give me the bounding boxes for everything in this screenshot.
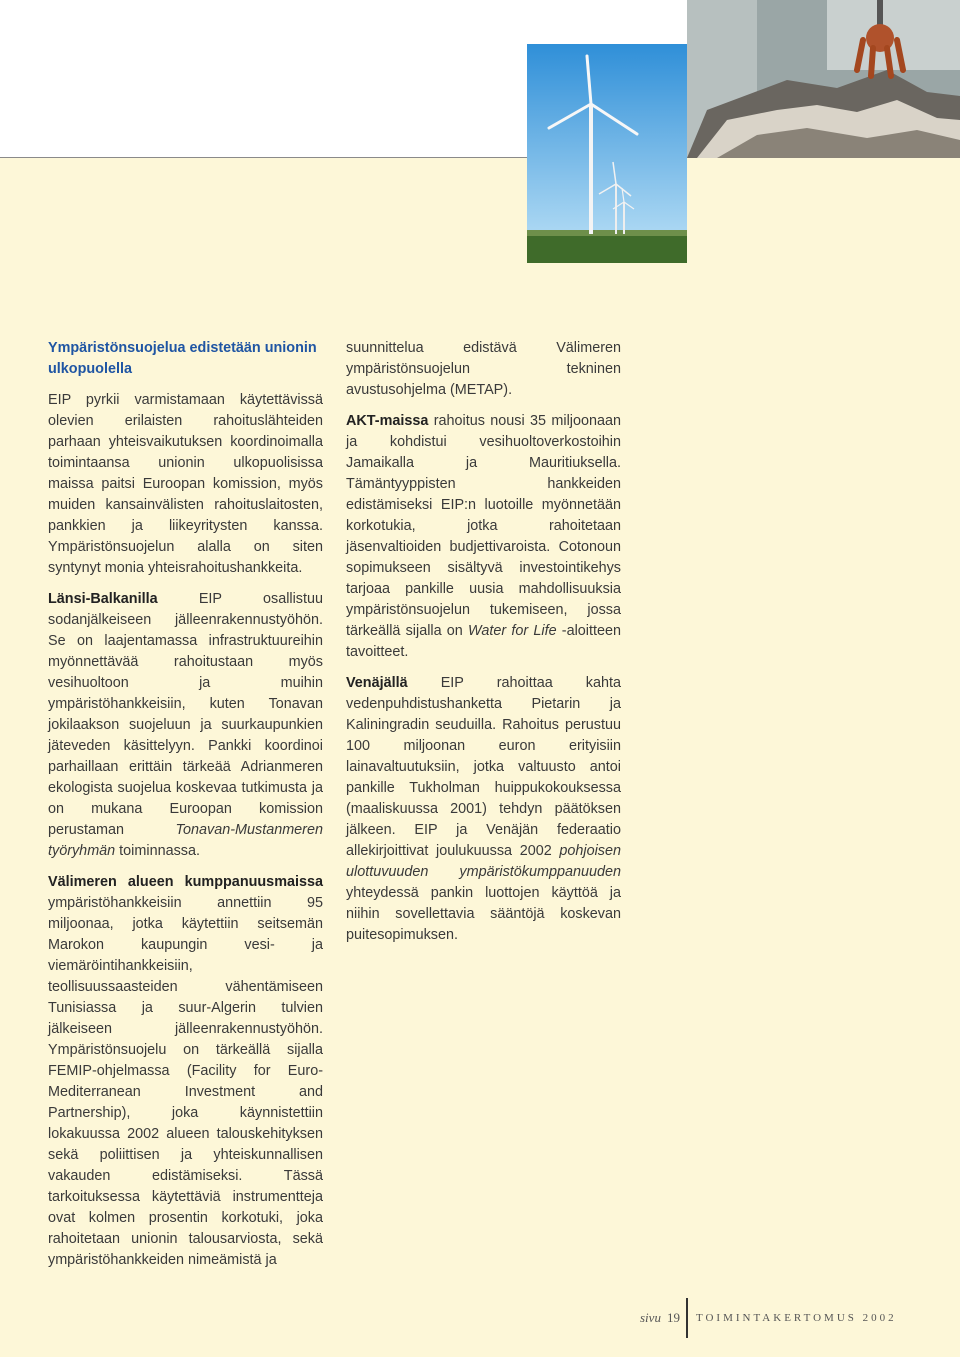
page-footer <box>640 1298 897 1338</box>
footer-page-word: sivu <box>640 1310 661 1325</box>
paragraph-intro: EIP pyrkii varmistamaan käytettävissä olevien erilaisten rahoituslähteiden parhaan yhteisvaikutuksen koordinoimalla toimintaansa unionin ulkopuolisissa maissa paitsi Euroopan komission, myös muiden kansainvälisten rahoituslaitosten, pankkien ja liikeyritysten kanssa. Ympäristönsuojelun alalla on siten syntynyt monia yhteisrahoitushankkeita. <box>48 392 323 576</box>
paragraph-acp: AKT-maissa rahoitus nousi 35 miljoonaan ja kohdistui vesihuoltoverkostoihin Jamaikalla ja Mauritiuksella. Tämäntyyppisten hankkeiden edistämiseksi EIP:n luotoille myönnetään korkotukia, jotka rahoitetaan jäsenvaltioiden budjettivaroista. Cotonoun sopimukseen sisältyvä investointikehys tarjoaa pankille uusia mahdollisuuksia ympäristönsuojelun tukemiseen, jossa tärkeällä sijalla on Water for Life -aloitteen tavoitteet. <box>346 413 621 660</box>
keyword-acp: AKT-maissa <box>346 413 429 429</box>
paragraph-russia: Venäjällä EIP rahoittaa kahta vedenpuhdistushanketta Pietarin ja Kaliningradin seuduilla. Rahoitus perustuu 100 miljoonan euron erityisiin lainavaltuutuksiin, jotka valtuusto antoi pankille Tukholman huippukokouksessa (maaliskuussa 2001) tehdyn päätöksen jälkeen. EIP ja Venäjän federaatio allekirjoittivat joulukuussa 2002 pohjoisen ulottuvuuden ympäristökumppanuuden yhteydessä pankin luottojen käyttöä ja niihin sovellettavia sääntöjä koskevan puitesopimuksen. <box>346 675 621 943</box>
keyword-russia: Venäjällä <box>346 675 408 691</box>
section-heading: Ympäristönsuojelua edistetään unionin ulkopuolella <box>48 340 317 377</box>
left-column <box>48 338 323 1281</box>
paragraph-metap: suunnittelua edistävä Välimeren ympäristönsuojelun tekninen avustusohjelma (METAP). <box>346 340 621 398</box>
right-column <box>346 338 621 956</box>
page-number: 19 <box>666 1310 680 1325</box>
paragraph-western-balkans: Länsi-Balkanilla EIP osallistuu sodanjälkeiseen jälleenrakennustyöhön. Se on laajentamassa infrastruktuureihin myönnettävää rahoitustaan myös vesihuoltoon ja muihin ympäristöhankkeisiin, kuten Tonavan jokilaakson suojeluun ja suurkaupunkien jäteveden käsittelyyn. Pankki koordinoi parhaillaan erittäin tärkeää Adrianmeren ekologista suojelua koskevaa tutkimusta ja on mukana Euroopan komission perustaman Tonavan-Mustanmeren työryhmän toiminnassa. <box>48 591 323 859</box>
paragraph-mediterranean: Välimeren alueen kumppanuusmaissa ympäristöhankkeisiin annettiin 95 miljoonaa, jotka käytettiin seitsemän Marokon kaupungin vesi- ja viemäröintihankkeisiin, teollisuussaasteiden vähentämiseen Tunisiassa ja suur-Algerin tulvien jälkeiseen jälleenrakennustyöhön. Ympäristönsuojelu on tärkeällä sijalla FEMIP-ohjelmassa (Facility for Euro-Mediterranean Investment and Partnership), joka käynnistettiin lokakuussa 2002 alueen talouskehityksen sekä poliittisen ja yhteiskunnallisen vakauden edistämiseksi. Tässä tarkoituksessa käytettäviä instrumentteja ovat kolmen prosentin korkotuki, joka rahoitetaan unionin talousarviosta, sekä ympäristöhankkeiden nimeämistä ja <box>48 874 323 1268</box>
top-divider <box>0 157 527 158</box>
footer-divider <box>686 1298 688 1338</box>
keyword-mediterranean: Välimeren alueen kumppanuusmaissa <box>48 874 323 890</box>
keyword-western-balkans: Länsi-Balkanilla <box>48 591 158 607</box>
waste-grab-photo <box>687 0 960 158</box>
wind-turbines-photo <box>527 44 687 263</box>
report-title: TOIMINTAKERTOMUS 2002 <box>695 1312 897 1324</box>
